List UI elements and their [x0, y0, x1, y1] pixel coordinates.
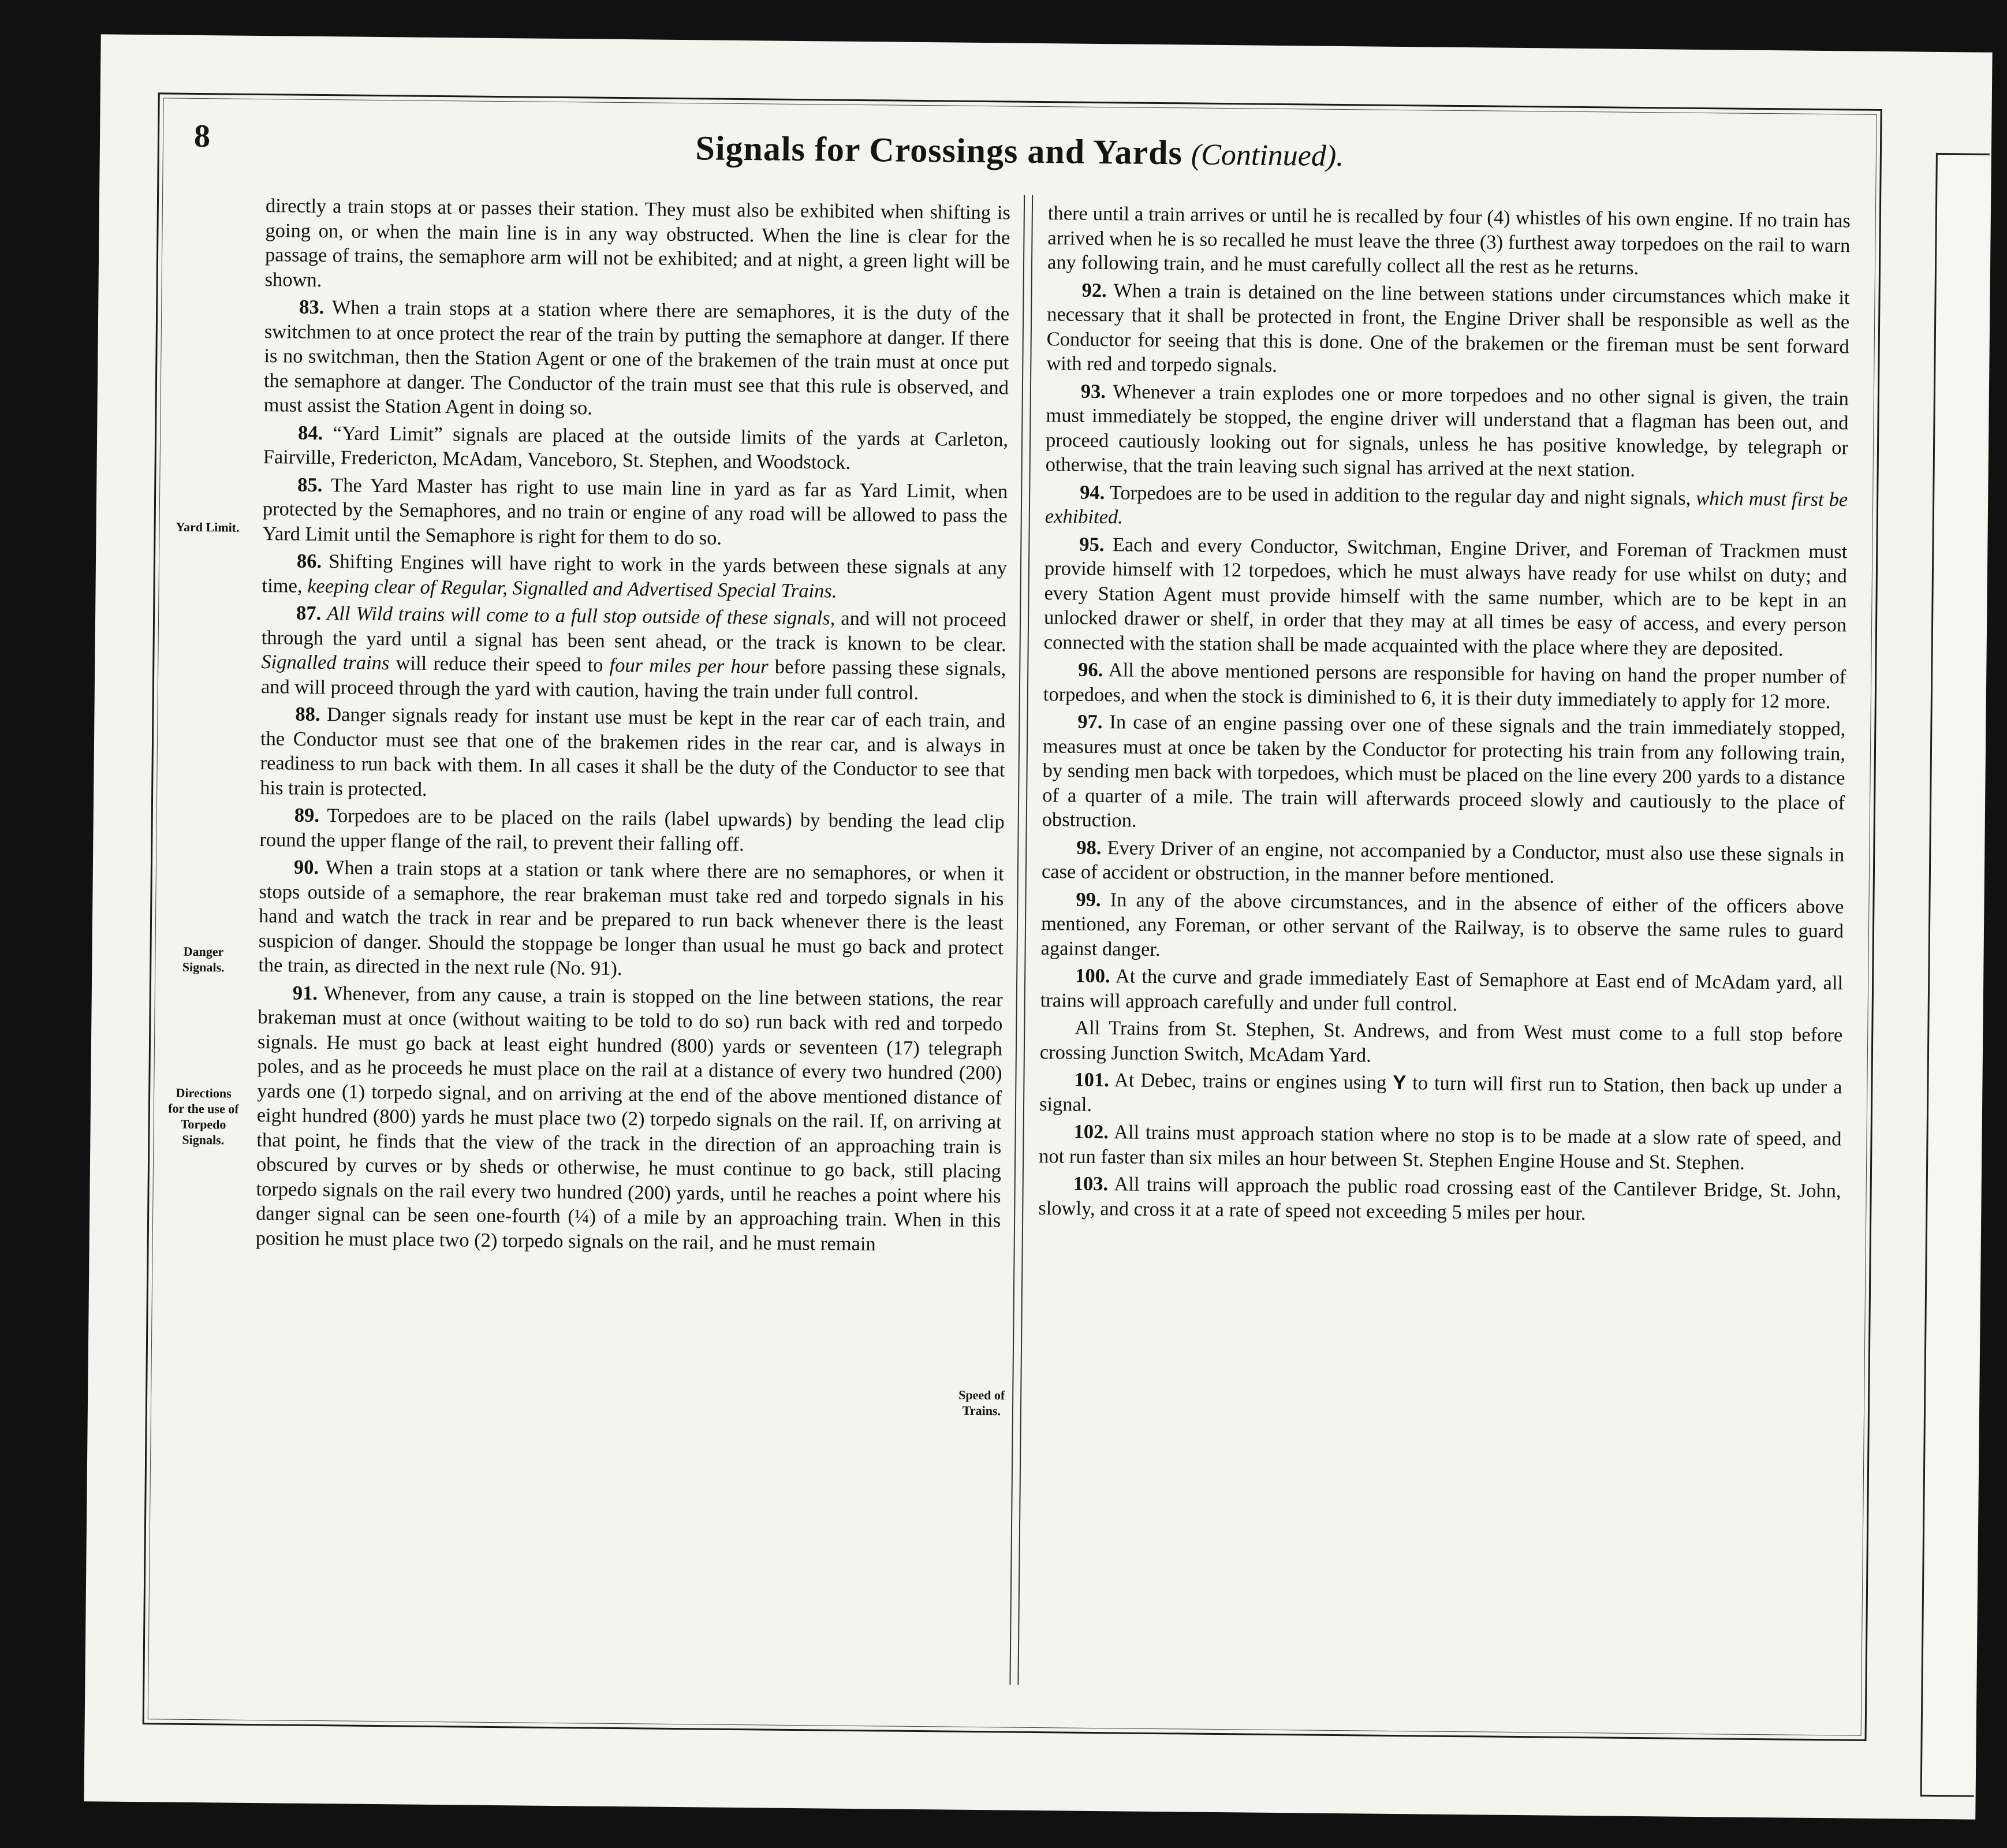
rule-text: and will not proceed through the yard until a signal has been sent ahead, or the track is known to be clear. — [261, 607, 1007, 655]
rule-94 — [1045, 480, 1848, 536]
rule-text: before passing these signals, and will proceed through the yard with caution, having the train under full control. — [260, 655, 1006, 704]
page-title-suffix: (Continued). — [1191, 138, 1344, 173]
rule-text: Danger signals ready for instant use must be kept in the rear car of each train, and the Conductor must see that one of the brakemen rides in the rear car, and is always in readiness to run back with them. In all cases it shall be the duty of the Conductor to see that his train is protected. — [260, 703, 1006, 800]
rule-text: Every Driver of an engine, not accompanied by a Conductor, must also use these signals in case of accident or obstruction, in the manner before mentioned. — [1041, 836, 1845, 888]
rule-103 — [1038, 1171, 1841, 1228]
rule-95 — [1044, 532, 1848, 662]
rule-82-continued: directly a train stops at or passes their station. They must also be exhibited when shifting is going on, or when the main line is in any way obstructed. When the line is clear for the passage of trains, the semaphore arm will not be exhibited; and at night, a green light will be shown. — [264, 195, 1011, 291]
rule-number: 87. — [296, 602, 322, 625]
rule-text: The Yard Master has right to use main line in yard as far as Yard Limit, when protected by the Semaphores, and no train or engine of any road will be allowed to pass the Yard Limit until the Semaphore is right for them to do so. — [262, 474, 1008, 549]
rule-text-italic: Signalled trains — [261, 651, 390, 675]
rule-85 — [262, 472, 1008, 553]
rule-83 — [263, 295, 1009, 424]
rule-number: 83. — [299, 296, 324, 319]
rule-91-continued: there until a train arrives or until he is recalled by four (4) whistles of his own engine. If no train has arrived when he is so recalled he must leave the three (3) furthest away torpedoes on the rail to warn any following train, and he must carefully collect all the rest as he returns. — [1047, 202, 1851, 279]
rule-text: When a train stops at a station where there are semaphores, it is the duty of the switchmen to at once protect the rear of the train by putting the semaphore at danger. If there is no switchman, then the Station Agent or one of the brakemen of the train must at once put the semaphore at danger. The Conductor of the train must see that this rule is observed, and must assist the Station Agent in doing so. — [263, 296, 1010, 419]
rule-number: 99. — [1076, 888, 1101, 911]
rule-99 — [1040, 887, 1844, 968]
rule-text: In case of an engine passing over one of these signals and the train immediately stopped, measures must at once be taken by the Conductor for protecting his train from any following train, by sending men back with torpedoes, which must be placed on the line every 200 yards to a distance of a quarter of a mile. The train will afterwards proceed slowly and cautiously to the place of obstruction. — [1042, 711, 1846, 832]
margin-note-speed-of-trains: Speed of Trains. — [958, 1387, 1005, 1418]
rule-text: At the curve and grade immediately East of Semaphore at East end of McAdam yard, all trains will approach carefully and under full control. — [1040, 965, 1844, 1015]
rule-100 — [1040, 963, 1844, 1020]
rule-number: 100. — [1075, 964, 1110, 988]
rule-text: At Debec, trains or engines using — [1114, 1069, 1387, 1094]
rule-text: Whenever, from any cause, a train is stopped on the line between stations, the rear brakeman must at once (without waiting to be told to do so) run back with red and torpedo signals. He must go back at least eight hundred (800) yards or seventeen (17) telegraph poles, and as he proceeds he must place on the rail at a distance of every two hundred (200) yards one (1) torpedo signal, and on arriving at the end of the above mentioned distance of eight hundred (800) yards he must place two (2) torpedo signals on the rail. If, on arriving at that point, he finds that the view of the track in the direction of an approaching train is obscured by curves or by sheds or otherwise, he must continue to go back, still placing torpedo signals on the rail every two hundred (200) yards, until he reaches a point where his danger signal can be seen one-fourth (¼) of a mile by an approaching train. When in this position he must place two (2) torpedo signals on the rail, and he must remain — [255, 982, 1003, 1255]
rule-text: When a train is detained on the line between stations under circumstances which make it necessary that it shall be protected in front, the Engine Driver shall be responsible as well as the Conductor for seeing that this is done. One of the brakemen or the fireman must be sent forward with red and torpedo signals. — [1046, 279, 1850, 377]
page-title: Signals for Crossings and Yards — [695, 129, 1183, 172]
rule-number: 85. — [297, 474, 323, 496]
rule-97 — [1042, 709, 1846, 840]
page-number: 8 — [193, 118, 211, 155]
margin-note-danger-signals: Danger Signals. — [182, 944, 225, 975]
rule-90 — [258, 855, 1004, 985]
rule-text: Shifting Engines will have right to work in the yards between these signals at any time, — [262, 550, 1008, 597]
rule-text-italic: keeping clear of Regular, Signalled and Advertised Special Trains. — [307, 575, 837, 602]
rule-number: 91. — [292, 982, 318, 1004]
rule-text-italic: All Wild trains will come to a full stop outside of these signals, — [327, 602, 835, 629]
rule-number: 84. — [297, 422, 323, 444]
rule-96 — [1043, 657, 1846, 714]
rule-number: 98. — [1076, 836, 1102, 859]
rule-text: Whenever a train explodes one or more torpedoes and no other signal is given, the train must immediately be stopped, the engine driver will understand that a flagman has been out, and proceed cautiously looking out for signals, unless he has positive knowledge, by telegraph or otherwise, that the train leaving such signal has arrived at the next station. — [1045, 380, 1849, 481]
rule-text: will reduce their speed to — [396, 652, 603, 676]
rule-88 — [260, 702, 1006, 807]
rule-number: 95. — [1079, 533, 1105, 556]
rule-number: 97. — [1077, 710, 1103, 733]
page-sheet — [84, 34, 1992, 1819]
rule-100-note: All Trains from St. Stephen, St. Andrews, and from West must come to a full stop before crossing Junction Switch, McAdam Yard. — [1039, 1016, 1843, 1067]
margin-note-yard-limit: Yard Limit. — [176, 519, 240, 535]
rule-text-italic: four miles per hour — [609, 654, 769, 678]
right-column — [1038, 201, 1851, 1231]
facing-page-edge — [1920, 153, 1990, 1797]
rule-98 — [1042, 835, 1845, 892]
rule-84 — [263, 420, 1009, 476]
rule-number: 90. — [293, 856, 319, 879]
left-column — [256, 193, 1011, 1260]
rule-number: 94. — [1080, 481, 1105, 504]
rule-number: 101. — [1074, 1068, 1110, 1091]
rule-text-italic: which must first be exhibited. — [1044, 487, 1848, 528]
y-track-symbol: Y — [1393, 1071, 1407, 1094]
rule-text: All the above mentioned persons are responsible for having on hand the proper number of torpedoes, and when the stock is diminished to 6, it is their duty immediately to apply for 12 more. — [1043, 659, 1846, 713]
rule-text: “Yard Limit” signals are placed at the outside limits of the yards at Carleton, Fairville, Fredericton, McAdam, Vanceboro, St. Stephen, and Woodstock. — [263, 422, 1009, 474]
rule-text: Torpedoes are to be used in addition to the regular day and night signals, — [1109, 481, 1691, 509]
rule-number: 88. — [295, 703, 320, 726]
rule-text: In any of the above circumstances, and in the absence of either of the officers above mentioned, any Foreman, or other servant of the Railway, is to observe the same rules to guard against danger. — [1040, 888, 1844, 960]
rule-text: Each and every Conductor, Switchman, Engine Driver, and Foreman of Trackmen must provide himself with 12 torpedoes, which he must always have ready for use whilst on duty; and every Station Agent must provide himself with the same number, which are to be kept in an unlocked drawer or shelf, in order that they may at all times be easy of access, and every person connected with the station shall be made acquainted with the place where they are deposited. — [1043, 533, 1848, 660]
rule-text: All trains must approach station where no stop is to be made at a slow rate of speed, and not run faster than six miles an hour between St. Stephen Engine House and St. Stephen. — [1039, 1121, 1842, 1174]
rule-86 — [262, 549, 1007, 605]
margin-note-torpedo-directions: Directions for the use of Torpedo Signals. — [168, 1085, 239, 1147]
rule-number: 89. — [294, 804, 320, 827]
rule-92 — [1046, 278, 1850, 383]
rule-number: 93. — [1080, 380, 1106, 403]
rule-102 — [1039, 1119, 1842, 1176]
rule-number: 86. — [296, 550, 322, 573]
rule-text: When a train stops at a station or tank where there are no semaphores, or when it stops outside of a semaphore, the rear brakeman must take red and torpedo signals in his hand and watch the track in rear and be prepared to run back whenever there is the least suspicion of danger. Should the stoppage be longer than usual he must go back and protect the train, as directed in the next rule (No. 91). — [258, 856, 1005, 980]
rule-87 — [261, 601, 1007, 706]
rule-text: Torpedoes are to be placed on the rails (label upwards) by bending the lead clip round the upper flange of the rail, to prevent their falling off. — [259, 804, 1005, 855]
rule-text: to turn will first run to Station, then back up under a signal. — [1039, 1072, 1842, 1116]
rule-text: All trains will approach the public road crossing east of the Cantilever Bridge, St. John, slowly, and cross it at a rate of speed not exceeding 5 miles per hour. — [1038, 1173, 1841, 1224]
rule-93 — [1045, 379, 1849, 485]
rule-number: 102. — [1073, 1120, 1109, 1143]
page-frame — [143, 92, 1882, 1741]
rule-91 — [256, 981, 1003, 1258]
rule-number: 92. — [1081, 279, 1107, 301]
rule-89 — [259, 803, 1005, 859]
rule-number: 96. — [1078, 658, 1103, 681]
rule-101 — [1039, 1067, 1842, 1124]
rule-number: 103. — [1073, 1172, 1109, 1195]
